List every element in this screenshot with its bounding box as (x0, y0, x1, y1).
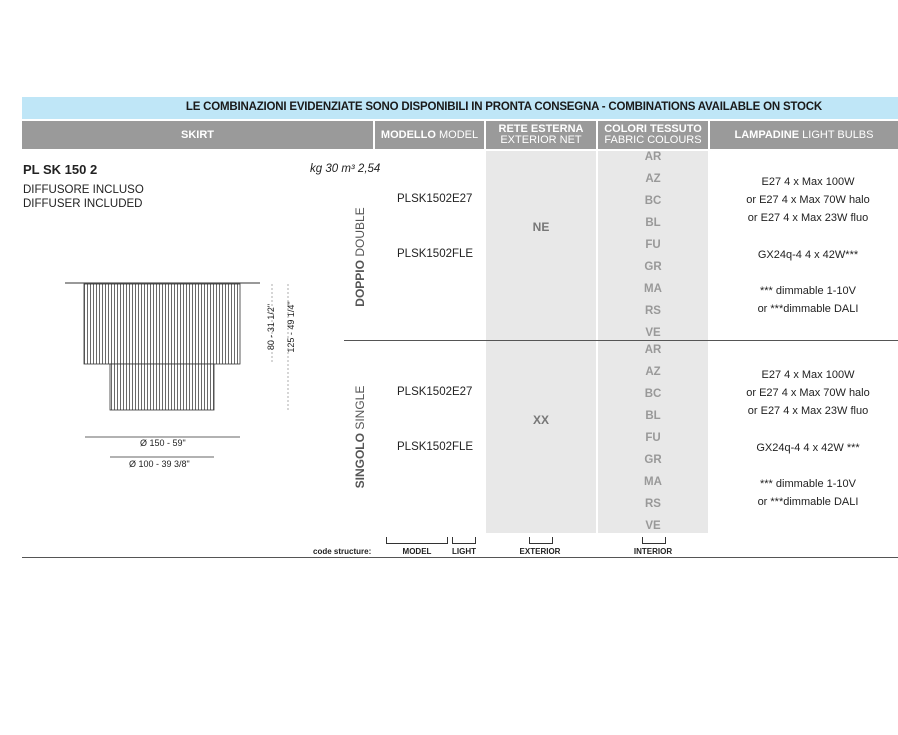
doppio-light-5: *** dimmable 1-10V (760, 285, 856, 297)
header-lamp-rest: LIGHT BULBS (802, 128, 874, 141)
header-exterior-net (486, 121, 596, 149)
singolo-light-4: GX24q-4 4 x 42W *** (756, 442, 860, 454)
singolo-label-bold: SINGOLO (353, 433, 367, 489)
code-label-interior: INTERIOR (633, 547, 673, 556)
code-structure-label: code structure: (313, 547, 372, 556)
doppio-light-2: or E27 4 x Max 70W halo (746, 194, 870, 206)
doppio-colour-bc: BC (644, 195, 662, 207)
header-exterior-line1: RETE ESTERNA (498, 123, 584, 135)
singolo-colour-bl: BL (645, 410, 661, 422)
doppio-colour-rs: RS (645, 305, 661, 317)
singolo-light-5: *** dimmable 1-10V (760, 478, 856, 490)
singolo-light-2: or E27 4 x Max 70W halo (746, 387, 870, 399)
doppio-colour-ve: VE (645, 327, 661, 339)
header-skirt-label: SKIRT (181, 128, 214, 141)
singolo-model-2: PLSK1502FLE (397, 441, 474, 453)
doppio-colour-az: AZ (645, 173, 661, 185)
doppio-colour-gr: GR (644, 261, 662, 273)
diameter-small-label: Ø 100 - 39 3/8" (129, 459, 190, 469)
singolo-light-1: E27 4 x Max 100W (761, 369, 855, 381)
doppio-colour-bl: BL (645, 217, 661, 229)
product-desc-it: DIFFUSORE INCLUSO (23, 184, 144, 196)
exterior-column-bg (486, 151, 596, 533)
header-fabric-colours (598, 121, 708, 149)
singolo-light-3: or E27 4 x Max 23W fluo (747, 405, 869, 417)
doppio-label-bold: DOPPIO (353, 260, 367, 307)
singolo-colour-fu: FU (645, 432, 661, 444)
doppio-colour-ar: AR (644, 151, 662, 163)
doppio-label-rest: DOUBLE (353, 207, 367, 257)
code-label-light: LIGHT (452, 547, 476, 556)
singolo-colour-ma: MA (644, 476, 662, 488)
doppio-exterior-code: NE (532, 220, 550, 234)
singolo-colour-ar: AR (644, 344, 662, 356)
singolo-colour-ve: VE (645, 520, 661, 532)
header-model-bold: MODELLO (380, 128, 436, 141)
height-total-label: 125 - 49 1/4" (286, 301, 296, 353)
singolo-light-6: or ***dimmable DALI (757, 496, 859, 508)
singolo-colour-gr: GR (644, 454, 662, 466)
code-bracket-light (452, 537, 476, 544)
header-exterior-line2: EXTERIOR NET (500, 134, 582, 146)
header-colours-line1: COLORI TESSUTO (604, 123, 702, 135)
singolo-colour-rs: RS (645, 498, 661, 510)
singolo-colour-az: AZ (645, 366, 661, 378)
code-label-exterior: EXTERIOR (519, 547, 561, 556)
product-desc-en: DIFFUSER INCLUDED (23, 198, 143, 210)
code-label-model: MODEL (402, 547, 432, 556)
product-code: PL SK 150 2 (23, 162, 98, 177)
singolo-label-rest: SINGLE (353, 385, 367, 430)
singolo-model-1: PLSK1502E27 (397, 386, 473, 398)
code-bracket-interior (642, 537, 666, 544)
header-model (375, 121, 484, 149)
header-lamp-bold: LAMPADINE (734, 128, 800, 141)
doppio-colour-fu: FU (645, 239, 661, 251)
doppio-light-6: or ***dimmable DALI (757, 303, 859, 315)
code-bracket-exterior (529, 537, 553, 544)
singolo-colour-bc: BC (644, 388, 662, 400)
product-weight: kg 30 m³ 2,54 (310, 163, 381, 175)
code-bracket-model (386, 537, 448, 544)
header-colours-line2: FABRIC COLOURS (604, 134, 702, 146)
header-model-rest: MODEL (438, 128, 479, 141)
singolo-label (353, 377, 367, 497)
outer-skirt (84, 284, 240, 364)
banner-text: LE COMBINAZIONI EVIDENZIATE SONO DISPONIBILI IN PRONTA CONSEGNA - COMBINATIONS AVAILABLE ON STOCK (185, 101, 822, 113)
header-light-bulbs (710, 121, 898, 149)
header-skirt (22, 121, 373, 149)
singolo-exterior-code: XX (532, 413, 549, 427)
doppio-colour-ma: MA (644, 283, 662, 295)
doppio-label (353, 197, 367, 317)
stock-banner (22, 97, 898, 119)
doppio-light-4: GX24q-4 4 x 42W*** (757, 249, 859, 261)
doppio-light-3: or E27 4 x Max 23W fluo (747, 212, 869, 224)
height-outer-label: 80 - 31 1/2" (266, 303, 276, 351)
diameter-large-label: Ø 150 - 59" (140, 438, 186, 448)
doppio-light-1: E27 4 x Max 100W (761, 176, 855, 188)
inner-skirt (110, 364, 214, 410)
doppio-model-2: PLSK1502FLE (397, 248, 474, 260)
doppio-model-1: PLSK1502E27 (397, 193, 473, 205)
section-divider (344, 340, 898, 341)
table-bottom-line (22, 557, 898, 558)
